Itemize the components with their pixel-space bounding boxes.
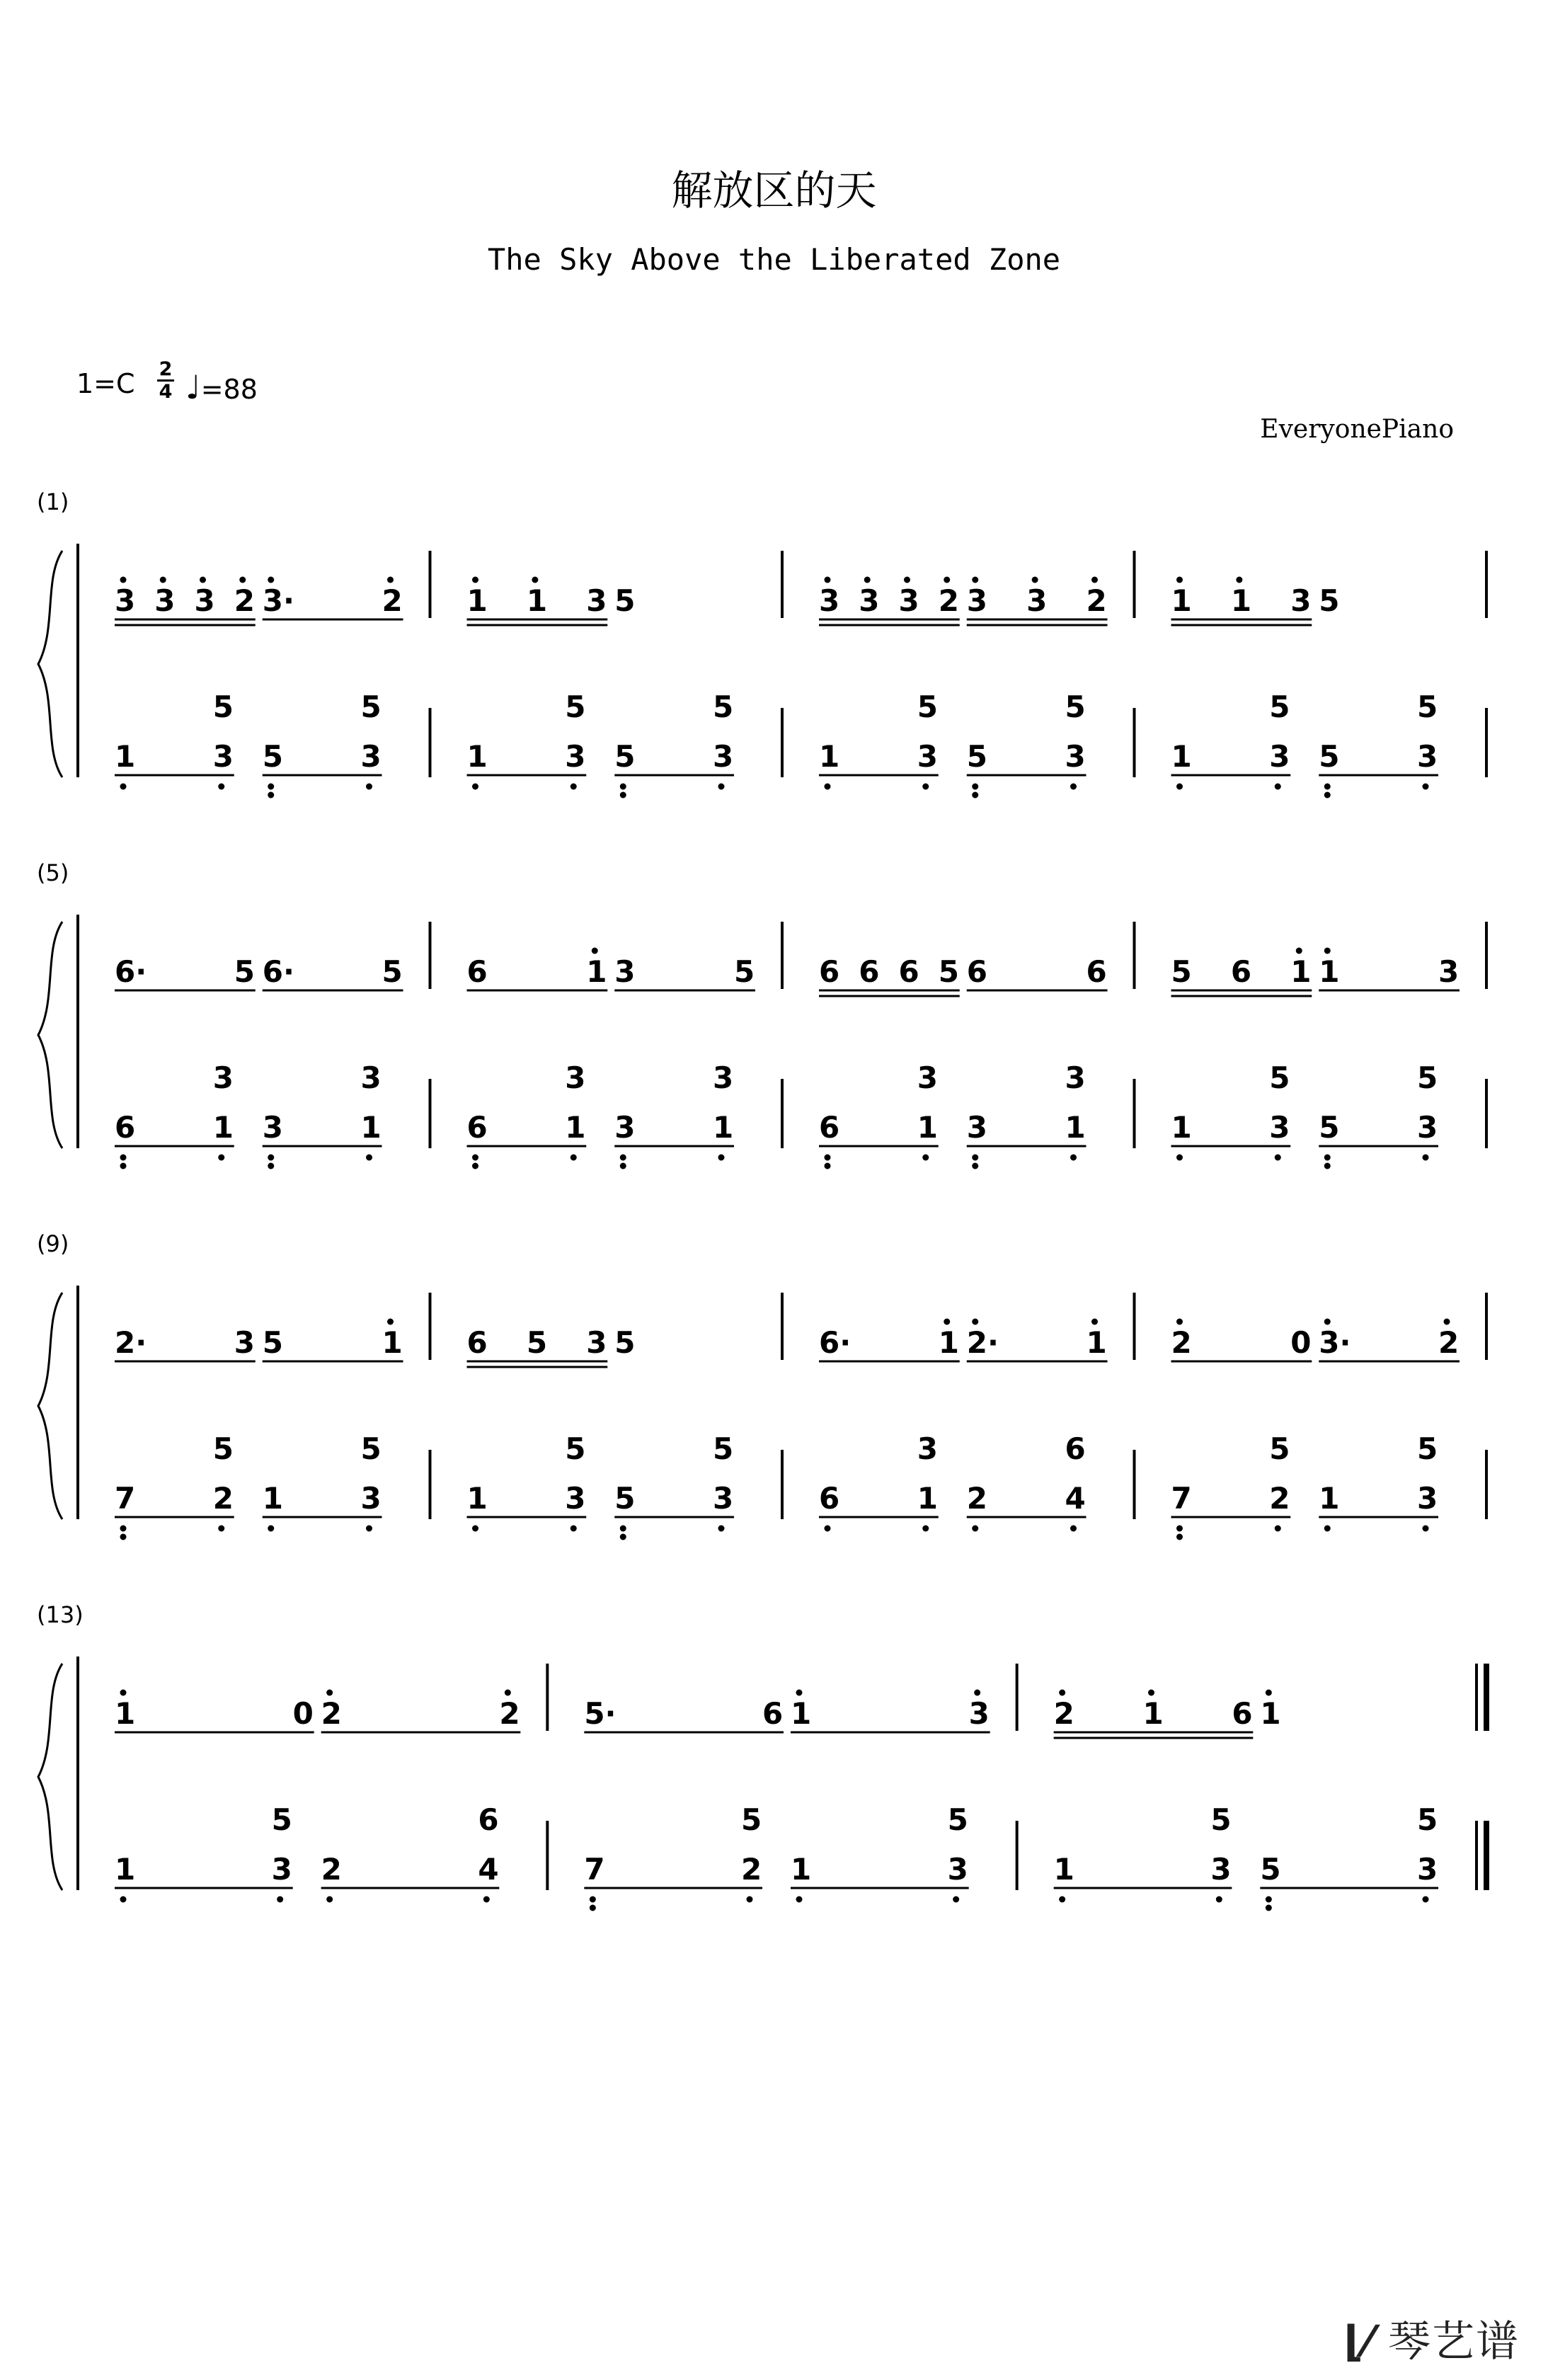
octave-up-dot <box>326 1690 333 1696</box>
octave-down-dot <box>277 1896 283 1903</box>
octave-down-dot <box>218 784 224 790</box>
bass-note: 1 <box>466 739 488 774</box>
octave-down-dot <box>972 784 978 790</box>
melody-note: 1 <box>1260 1696 1281 1731</box>
bass-note: 3 <box>1065 739 1086 774</box>
octave-down-dot <box>1266 1896 1272 1903</box>
melody-note: 5 <box>526 1325 548 1360</box>
bass-note: 5 <box>262 739 283 774</box>
octave-down-dot <box>972 1163 978 1169</box>
chord-upper-note: 3 <box>360 1060 382 1095</box>
bass-note: 3 <box>1417 739 1438 774</box>
melody-note: 6 <box>966 954 987 989</box>
octave-down-dot <box>472 1163 478 1169</box>
octave-down-dot <box>268 1526 274 1532</box>
melody-note: 2 <box>499 1696 520 1731</box>
melody-note: 1 <box>1290 954 1312 989</box>
octave-up-dot <box>472 577 478 583</box>
chord-upper-note: 5 <box>212 1431 234 1466</box>
chord-upper-note: 5 <box>1269 690 1290 724</box>
octave-up-dot <box>532 577 538 583</box>
watermark-text: 琴艺谱 <box>1388 2317 1520 2367</box>
arranger-credit: EveryonePiano <box>1260 415 1454 444</box>
octave-down-dot <box>620 1155 626 1161</box>
bass-note: 1 <box>917 1110 938 1145</box>
octave-down-dot <box>825 1526 831 1532</box>
bass-note: 1 <box>713 1110 734 1145</box>
bass-note: 3 <box>966 1110 987 1145</box>
bass-note: 5 <box>614 1481 636 1516</box>
bass-note: 1 <box>1171 1110 1192 1145</box>
octave-up-dot <box>972 1319 978 1325</box>
system-brace <box>38 1664 62 1890</box>
melody-note: 3 <box>154 583 176 618</box>
bass-note: 7 <box>584 1852 605 1887</box>
octave-down-dot <box>922 784 929 790</box>
quarter-note-icon: ♩ <box>185 368 201 406</box>
octave-down-dot <box>620 1534 626 1540</box>
octave-down-dot <box>120 784 127 790</box>
melody-note: 5 <box>938 954 959 989</box>
melody-note: 3 <box>614 954 636 989</box>
time-signature-bottom: 4 <box>159 381 173 403</box>
bass-note: 1 <box>466 1481 488 1516</box>
melody-note: 3· <box>262 583 294 618</box>
chord-upper-note: 5 <box>360 690 382 724</box>
chord-upper-note: 5 <box>713 690 734 724</box>
octave-down-dot <box>1324 784 1331 790</box>
chord-upper-note: 3 <box>565 1060 586 1095</box>
bass-note: 1 <box>917 1481 938 1516</box>
octave-down-dot <box>571 1526 577 1532</box>
melody-note: 5 <box>1171 954 1192 989</box>
chord-upper-note: 3 <box>212 1060 234 1095</box>
octave-down-dot <box>825 1155 831 1161</box>
melody-note: 2 <box>1438 1325 1460 1360</box>
melody-note: 5 <box>262 1325 283 1360</box>
octave-down-dot <box>922 1526 929 1532</box>
bass-note: 3 <box>1269 739 1290 774</box>
bass-note: 7 <box>115 1481 136 1516</box>
bass-note: 2 <box>966 1481 987 1516</box>
octave-up-dot <box>1059 1690 1065 1696</box>
chord-upper-note: 5 <box>565 690 586 724</box>
octave-down-dot <box>620 784 626 790</box>
chord-upper-note: 6 <box>478 1802 499 1837</box>
octave-down-dot <box>268 1163 274 1169</box>
melody-note: 6 <box>762 1696 784 1731</box>
melody-note: 6 <box>898 954 919 989</box>
melody-note: 1 <box>791 1696 812 1731</box>
octave-up-dot <box>1266 1690 1272 1696</box>
chord-upper-note: 5 <box>271 1802 292 1837</box>
octave-down-dot <box>268 792 274 799</box>
chord-upper-note: 5 <box>1065 690 1086 724</box>
octave-down-dot <box>825 1163 831 1169</box>
octave-up-dot <box>1324 1319 1331 1325</box>
bass-note: 1 <box>819 739 840 774</box>
octave-down-dot <box>472 784 478 790</box>
bass-note: 3 <box>1417 1481 1438 1516</box>
octave-up-dot <box>972 577 978 583</box>
bass-note: 3 <box>565 1481 586 1516</box>
melody-note: 1 <box>466 583 488 618</box>
octave-down-dot <box>1176 1526 1183 1532</box>
chord-upper-note: 3 <box>1065 1060 1086 1095</box>
melody-note: 3 <box>1026 583 1048 618</box>
system-brace <box>38 1293 62 1519</box>
bass-note: 3 <box>917 739 938 774</box>
bass-note: 2 <box>212 1481 234 1516</box>
melody-note: 2 <box>382 583 403 618</box>
octave-up-dot <box>268 577 274 583</box>
octave-down-dot <box>120 1163 127 1169</box>
bass-note: 3 <box>1417 1852 1438 1887</box>
melody-note: 6 <box>466 1325 488 1360</box>
octave-down-dot <box>571 784 577 790</box>
bass-note: 6 <box>115 1110 136 1145</box>
octave-up-dot <box>1236 577 1242 583</box>
melody-note: 3 <box>234 1325 255 1360</box>
bass-note: 6 <box>466 1110 488 1145</box>
octave-down-dot <box>1423 1526 1429 1532</box>
melody-note: 0 <box>1290 1325 1312 1360</box>
melody-note: 1 <box>938 1325 959 1360</box>
melody-note: 6· <box>115 954 147 989</box>
octave-down-dot <box>120 1526 127 1532</box>
octave-up-dot <box>1324 948 1331 954</box>
octave-up-dot <box>1296 948 1302 954</box>
bass-note: 1 <box>115 739 136 774</box>
bass-note: 1 <box>1053 1852 1074 1887</box>
melody-note: 2· <box>966 1325 999 1360</box>
melody-note: 6 <box>1230 954 1252 989</box>
chord-upper-note: 5 <box>1417 1060 1438 1095</box>
melody-note: 3 <box>968 1696 990 1731</box>
melody-note: 3 <box>194 583 215 618</box>
octave-up-dot <box>796 1690 803 1696</box>
octave-up-dot <box>1148 1690 1154 1696</box>
octave-down-dot <box>472 1526 478 1532</box>
melody-note: 3 <box>859 583 880 618</box>
octave-down-dot <box>718 1526 725 1532</box>
melody-note: 6 <box>1232 1696 1253 1731</box>
melody-note: 3 <box>1438 954 1460 989</box>
bass-note: 5 <box>1260 1852 1281 1887</box>
bass-note: 2 <box>321 1852 342 1887</box>
octave-down-dot <box>120 1155 127 1161</box>
melody-note: 3 <box>586 1325 607 1360</box>
octave-up-dot <box>200 577 206 583</box>
melody-note: 6 <box>1086 954 1107 989</box>
octave-down-dot <box>1275 1526 1281 1532</box>
chord-upper-note: 5 <box>565 1431 586 1466</box>
octave-down-dot <box>1324 1155 1331 1161</box>
melody-note: 5 <box>234 954 255 989</box>
octave-down-dot <box>218 1526 224 1532</box>
octave-up-dot <box>1091 1319 1098 1325</box>
octave-up-dot <box>974 1690 980 1696</box>
octave-up-dot <box>1091 577 1098 583</box>
melody-note: 2 <box>1053 1696 1074 1731</box>
key-signature: 1=C <box>76 368 135 399</box>
octave-down-dot <box>1423 1155 1429 1161</box>
octave-down-dot <box>1423 1896 1429 1903</box>
melody-note: 1 <box>382 1325 403 1360</box>
octave-up-dot <box>825 577 831 583</box>
octave-down-dot <box>1266 1905 1272 1911</box>
octave-up-dot <box>1176 577 1183 583</box>
octave-down-dot <box>1176 1155 1183 1161</box>
melody-note: 1 <box>586 954 607 989</box>
octave-down-dot <box>1275 784 1281 790</box>
octave-down-dot <box>796 1896 803 1903</box>
chord-upper-note: 5 <box>917 690 938 724</box>
melody-note: 5 <box>1319 583 1340 618</box>
bass-note: 3 <box>1269 1110 1290 1145</box>
system-brace <box>38 922 62 1148</box>
bass-note: 3 <box>212 739 234 774</box>
octave-down-dot <box>620 1163 626 1169</box>
bass-note: 5 <box>1319 739 1340 774</box>
octave-down-dot <box>1324 1526 1331 1532</box>
bass-note: 4 <box>1065 1481 1086 1516</box>
octave-down-dot <box>972 1526 978 1532</box>
bass-note: 3 <box>1417 1110 1438 1145</box>
bass-note: 3 <box>360 1481 382 1516</box>
bass-note: 2 <box>1269 1481 1290 1516</box>
octave-down-dot <box>825 784 831 790</box>
chord-upper-note: 3 <box>713 1060 734 1095</box>
octave-down-dot <box>718 1155 725 1161</box>
chord-upper-note: 5 <box>1269 1060 1290 1095</box>
octave-down-dot <box>620 1526 626 1532</box>
octave-up-dot <box>592 948 598 954</box>
bass-note: 6 <box>819 1110 840 1145</box>
octave-up-dot <box>160 577 166 583</box>
melody-note: 1 <box>1086 1325 1107 1360</box>
melody-note: 5 <box>382 954 403 989</box>
octave-down-dot <box>1275 1155 1281 1161</box>
octave-down-dot <box>590 1905 596 1911</box>
bass-note: 3 <box>947 1852 968 1887</box>
chord-upper-note: 5 <box>741 1802 762 1837</box>
song-subtitle: The Sky Above the Liberated Zone <box>487 242 1061 277</box>
melody-note: 1 <box>1171 583 1192 618</box>
octave-down-dot <box>1070 1526 1077 1532</box>
octave-up-dot <box>944 577 950 583</box>
melody-note: 2 <box>234 583 255 618</box>
bass-note: 3 <box>713 739 734 774</box>
chord-upper-note: 5 <box>713 1431 734 1466</box>
octave-down-dot <box>218 1155 224 1161</box>
octave-down-dot <box>718 784 725 790</box>
system-number: (13) <box>37 1601 84 1628</box>
chord-upper-note: 5 <box>1210 1802 1232 1837</box>
system-number: (5) <box>37 859 69 886</box>
bass-note: 3 <box>262 1110 283 1145</box>
melody-note: 5 <box>734 954 755 989</box>
octave-down-dot <box>1070 784 1077 790</box>
bass-note: 5 <box>614 739 636 774</box>
bass-note: 1 <box>1319 1481 1340 1516</box>
octave-down-dot <box>1324 1163 1331 1169</box>
octave-down-dot <box>120 1896 127 1903</box>
melody-note: 1 <box>526 583 548 618</box>
octave-up-dot <box>387 1319 394 1325</box>
melody-note: 2 <box>1086 583 1107 618</box>
chord-upper-note: 5 <box>1417 690 1438 724</box>
melody-note: 5 <box>614 583 636 618</box>
octave-down-dot <box>483 1896 490 1903</box>
octave-up-dot <box>239 577 246 583</box>
octave-down-dot <box>1423 784 1429 790</box>
melody-note: 3 <box>115 583 136 618</box>
bass-note: 3 <box>713 1481 734 1516</box>
chord-upper-note: 3 <box>917 1060 938 1095</box>
melody-note: 6 <box>466 954 488 989</box>
chord-upper-note: 5 <box>1417 1802 1438 1837</box>
octave-down-dot <box>972 792 978 799</box>
octave-up-dot <box>1032 577 1038 583</box>
bass-note: 1 <box>1171 739 1192 774</box>
octave-down-dot <box>268 784 274 790</box>
octave-up-dot <box>1176 1319 1183 1325</box>
song-title: 解放区的天 <box>671 166 877 214</box>
melody-note: 6· <box>262 954 294 989</box>
octave-down-dot <box>1176 1534 1183 1540</box>
octave-down-dot <box>1059 1896 1065 1903</box>
bass-note: 3 <box>360 739 382 774</box>
octave-down-dot <box>1216 1896 1222 1903</box>
octave-down-dot <box>1070 1155 1077 1161</box>
octave-down-dot <box>620 792 626 799</box>
system-number: (1) <box>37 488 69 515</box>
chord-upper-note: 5 <box>360 1431 382 1466</box>
bass-note: 3 <box>565 739 586 774</box>
octave-down-dot <box>472 1155 478 1161</box>
chord-upper-note: 5 <box>947 1802 968 1837</box>
melody-note: 3 <box>819 583 840 618</box>
octave-up-dot <box>120 1690 127 1696</box>
melody-note: 3· <box>1319 1325 1351 1360</box>
bass-note: 7 <box>1171 1481 1192 1516</box>
bass-note: 5 <box>1319 1110 1340 1145</box>
octave-down-dot <box>922 1155 929 1161</box>
octave-down-dot <box>590 1896 596 1903</box>
bass-note: 1 <box>262 1481 283 1516</box>
chord-upper-note: 5 <box>212 690 234 724</box>
chord-upper-note: 5 <box>1417 1431 1438 1466</box>
bass-note: 2 <box>741 1852 762 1887</box>
melody-note: 6· <box>819 1325 852 1360</box>
octave-down-dot <box>268 1155 274 1161</box>
octave-up-dot <box>1444 1319 1450 1325</box>
melody-note: 1 <box>1319 954 1340 989</box>
site-watermark <box>1343 2308 1520 2369</box>
melody-note: 0 <box>292 1696 314 1731</box>
octave-down-dot <box>953 1896 959 1903</box>
octave-down-dot <box>972 1155 978 1161</box>
melody-note: 6 <box>819 954 840 989</box>
octave-up-dot <box>505 1690 511 1696</box>
melody-note: 1 <box>1230 583 1252 618</box>
melody-note: 2· <box>115 1325 147 1360</box>
bass-note: 1 <box>1065 1110 1086 1145</box>
bass-note: 5 <box>966 739 987 774</box>
octave-down-dot <box>366 1155 372 1161</box>
melody-note: 2 <box>1171 1325 1192 1360</box>
octave-down-dot <box>366 784 372 790</box>
system-brace <box>38 551 62 777</box>
octave-up-dot <box>387 577 394 583</box>
octave-down-dot <box>120 1534 127 1540</box>
octave-down-dot <box>571 1155 577 1161</box>
melody-note: 2 <box>321 1696 342 1731</box>
time-signature-top: 2 <box>159 358 173 380</box>
octave-down-dot <box>747 1896 753 1903</box>
chord-upper-note: 6 <box>1065 1431 1086 1466</box>
octave-down-dot <box>366 1526 372 1532</box>
chord-upper-note: 5 <box>1269 1431 1290 1466</box>
octave-down-dot <box>1176 784 1183 790</box>
melody-note: 2 <box>938 583 959 618</box>
octave-down-dot <box>326 1896 333 1903</box>
tempo-value: =88 <box>200 374 258 405</box>
melody-note: 6 <box>859 954 880 989</box>
octave-up-dot <box>904 577 910 583</box>
melody-note: 3 <box>586 583 607 618</box>
melody-note: 1 <box>1142 1696 1164 1731</box>
bass-note: 3 <box>614 1110 636 1145</box>
melody-note: 3 <box>966 583 987 618</box>
melody-note: 3 <box>898 583 919 618</box>
bass-note: 1 <box>115 1852 136 1887</box>
octave-up-dot <box>120 577 127 583</box>
bass-note: 1 <box>791 1852 812 1887</box>
bass-note: 6 <box>819 1481 840 1516</box>
system-number: (9) <box>37 1230 69 1257</box>
octave-up-dot <box>864 577 871 583</box>
bass-note: 1 <box>360 1110 382 1145</box>
melody-note: 1 <box>115 1696 136 1731</box>
chord-upper-note: 3 <box>917 1431 938 1466</box>
watermark-logo-icon: ⌊⁄ <box>1343 2317 1373 2367</box>
bass-note: 1 <box>212 1110 234 1145</box>
bass-note: 3 <box>1210 1852 1232 1887</box>
melody-note: 5· <box>584 1696 617 1731</box>
bass-note: 1 <box>565 1110 586 1145</box>
bass-note: 4 <box>478 1852 499 1887</box>
bass-note: 3 <box>271 1852 292 1887</box>
octave-up-dot <box>944 1319 950 1325</box>
melody-note: 5 <box>614 1325 636 1360</box>
octave-down-dot <box>1324 792 1331 799</box>
melody-note: 3 <box>1290 583 1312 618</box>
